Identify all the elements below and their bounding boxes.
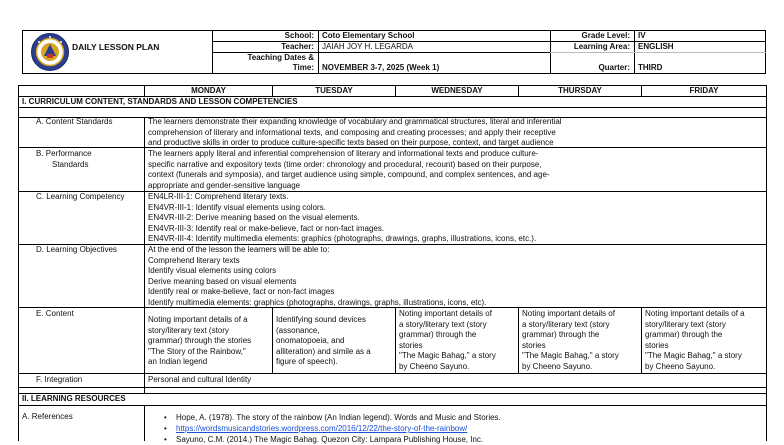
content-standards-text: The learners demonstrate their expanding knowledge of vocabulary and grammatical structures, literal and inferential comprehension of literary and informational texts, and composing and creating processes; and apply their receptive and productive skills in order to produce culture-specific texts based on their purpose, context, and target audience xyxy=(148,117,562,147)
teaching-dates-label: Teaching Dates & xyxy=(247,53,314,62)
content-label: E. Content xyxy=(36,309,74,318)
section-2-title: II. LEARNING RESOURCES xyxy=(22,394,126,403)
school-value: Coto Elementary School xyxy=(322,31,415,40)
content-friday: Noting important details of a story/literary text (story grammar) through the stories "The Magic Bahag," a story by Cheeno Sayuno. xyxy=(645,309,745,371)
content-thursday: Noting important details of a story/literary text (story grammar) through the stories "The Magic Bahag," a story by Cheeno Sayuno. xyxy=(522,309,619,371)
day-header-thursday: THURSDAY xyxy=(558,86,602,95)
content-standards-label: A. Content Standards xyxy=(36,117,113,126)
references-label: A. References xyxy=(22,412,73,421)
day-header-monday: MONDAY xyxy=(191,86,226,95)
reference-link[interactable]: https://wordsmusicandstories.wordpress.com/2016/12/22/the-story-of-the-rainbow/ xyxy=(176,424,468,433)
day-header-friday: FRIDAY xyxy=(689,86,719,95)
learning-competency-text: EN4LR-III-1: Comprehend literary texts. EN4VR-III-1: Identify visual elements using colors. EN4VR-III-2: Derive meaning based on the visual elements. EN4VR-III-3: Identify real or make-believe, fact or non-fact images. EN4VR-III-4: Identify multimedia elements: graphics (photographs, drawings, graphs, illustrations, icons, etc.). xyxy=(148,192,537,243)
school-label: School: xyxy=(284,31,314,40)
document-title: DAILY LESSON PLAN xyxy=(72,42,160,52)
quarter-label: Quarter: xyxy=(598,63,630,72)
references-list xyxy=(164,412,501,445)
learning-competency-label: C. Learning Competency xyxy=(36,192,125,201)
reference-item: • Hope, A. (1978). The story of the rainbow (An Indian legend). Words and Music and Stories. xyxy=(164,412,501,423)
reference-item: • Sayuno, C.M. (2014.) The Magic Bahag. Quezon City: Lampara Publishing House, Inc. xyxy=(164,434,501,445)
learning-area-label: Learning Area: xyxy=(573,42,630,51)
integration-label: F. Integration xyxy=(36,375,83,384)
reference-item xyxy=(164,423,501,434)
teacher-label: Teacher: xyxy=(281,42,314,51)
quarter-value: THIRD xyxy=(638,63,663,72)
deped-seal-icon xyxy=(30,32,70,72)
performance-standards-text: The learners apply literal and inferential comprehension of literary and informational texts and produce culture- specific narrative and expository texts (time order: chronology and procedural, recount) based on their purpose, context (funerals and symposia), and target audience using simple, compound, and complex sentences, and age- appropriate and gender-sensitive language xyxy=(148,149,550,190)
day-header-tuesday: TUESDAY xyxy=(315,86,353,95)
day-header-wednesday: WEDNESDAY xyxy=(431,86,483,95)
integration-value: Personal and cultural Identity xyxy=(148,375,252,384)
content-tuesday: Identifying sound devices (assonance, onomatopoeia, and alliteration) and simile as a figure of speech). xyxy=(276,315,371,366)
learning-objectives-text: At the end of the lesson the learners will be able to: Comprehend literary texts Identify visual elements using colors Derive meaning based on visual elements Identify real or make-believe, fact or non-fact images Identify multimedia elements: graphics (photographs, drawings, graphs, illustrations, icons, etc). xyxy=(148,245,487,307)
content-monday: Noting important details of a story/literary text (story grammar) through the stories "The Story of the Rainbow," an Indian legend xyxy=(148,315,252,366)
grade-level-value: IV xyxy=(638,31,646,40)
teacher-value: JAIAH JOY H. LEGARDA xyxy=(322,42,413,51)
learning-objectives-label: D. Learning Objectives xyxy=(36,245,117,254)
performance-standards-label: B. Performance Standards xyxy=(36,149,92,169)
time-label: Time: xyxy=(292,63,314,72)
grade-level-label: Grade Level: xyxy=(581,31,630,40)
section-1-title: I. CURRICULUM CONTENT, STANDARDS AND LESSON COMPETENCIES xyxy=(22,97,298,106)
learning-area-value: ENGLISH xyxy=(638,42,674,51)
teaching-dates-value: NOVEMBER 3-7, 2025 (Week 1) xyxy=(322,63,440,72)
content-wednesday: Noting important details of a story/literary text (story grammar) through the stories "The Magic Bahag," a story by Cheeno Sayuno. xyxy=(399,309,496,371)
